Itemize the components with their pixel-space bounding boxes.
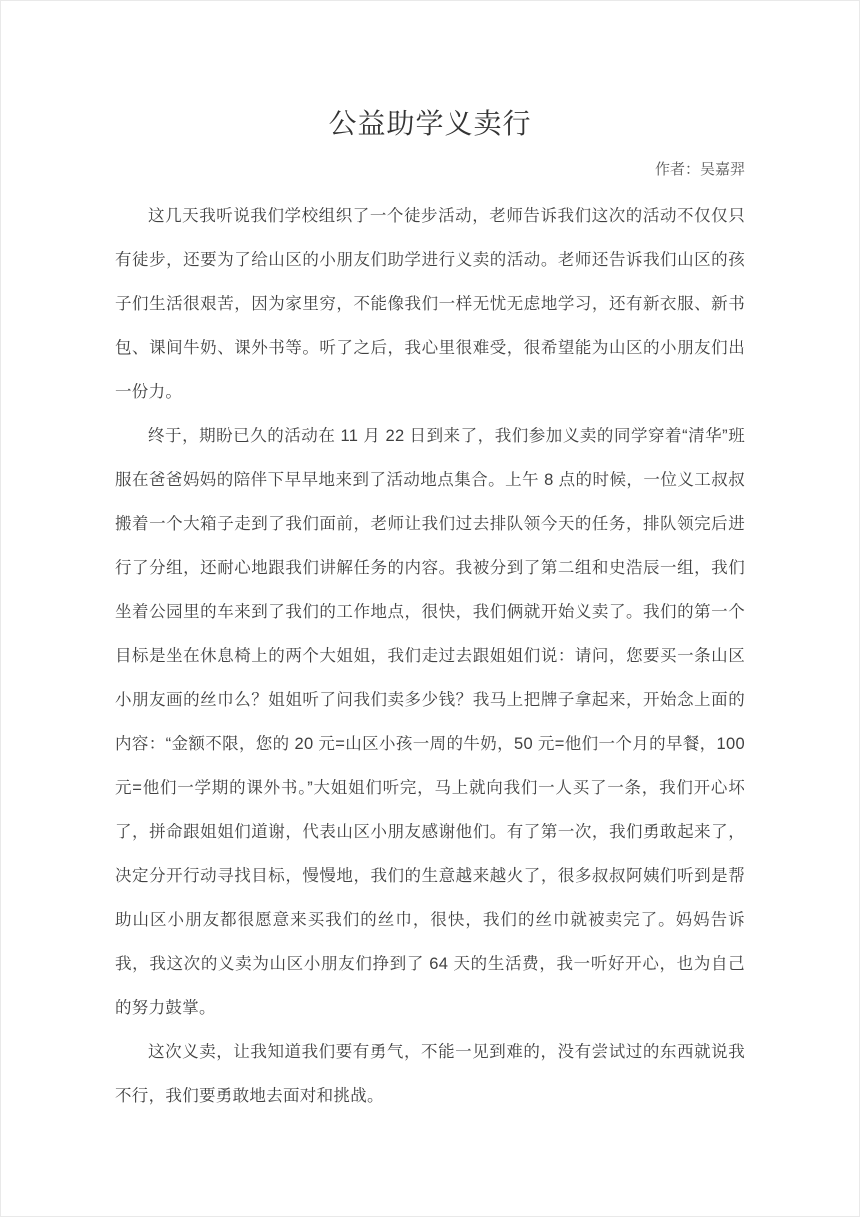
paragraph-2: 终于，期盼已久的活动在 11 月 22 日到来了，我们参加义卖的同学穿着“清华”班服在爸爸妈妈的陪伴下早早地来到了活动地点集合。上午 8 点的时候，一位义工叔叔搬着一个大箱子走到了我们面前，老师让我们过去排队领今天的任务，排队领完后进行了分组，还耐心地跟我们讲解任务的内容。我被分到了第二组和史浩辰一组，我们坐着公园里的车来到了我们的工作地点，很快，我们俩就开始义卖了。我们的第一个目标是坐在休息椅上的两个大姐姐，我们走过去跟姐姐们说：请问，您要买一条山区小朋友画的丝巾么？姐姐听了问我们卖多少钱？我马上把牌子拿起来，开始念上面的内容：“金额不限，您的 20 元=山区小孩一周的牛奶，50 元=他们一个月的早餐，100 元=他们一学期的课外书。”大姐姐们听完，马上就向我们一人买了一条，我们开心坏了，拼命跟姐姐们道谢，代表山区小朋友感谢他们。有了第一次，我们勇敢起来了，决定分开行动寻找目标，慢慢地，我们的生意越来越火了，很多叔叔阿姨们听到是帮助山区小朋友都很愿意来买我们的丝巾，很快，我们的丝巾就被卖完了。妈妈告诉我，我这次的义卖为山区小朋友们挣到了 64 天的生活费，我一听好开心，也为自己的努力鼓掌。	[115, 427, 745, 1017]
paragraph-1: 这几天我听说我们学校组织了一个徒步活动，老师告诉我们这次的活动不仅仅只有徒步，还要为了给山区的小朋友们助学进行义卖的活动。老师还告诉我们山区的孩子们生活很艰苦，因为家里穷，不能像我们一样无忧无虑地学习，还有新衣服、新书包、课间牛奶、课外书等。听了之后，我心里很难受，很希望能为山区的小朋友们出一份力。	[115, 207, 745, 401]
document-title: 公益助学义卖行	[328, 108, 532, 139]
document-body	[115, 194, 745, 1118]
author-line: 作者：吴嘉羿	[654, 161, 745, 178]
paragraph-3: 这次义卖，让我知道我们要有勇气，不能一见到难的，没有尝试过的东西就说我不行，我们要勇敢地去面对和挑战。	[115, 1043, 745, 1105]
